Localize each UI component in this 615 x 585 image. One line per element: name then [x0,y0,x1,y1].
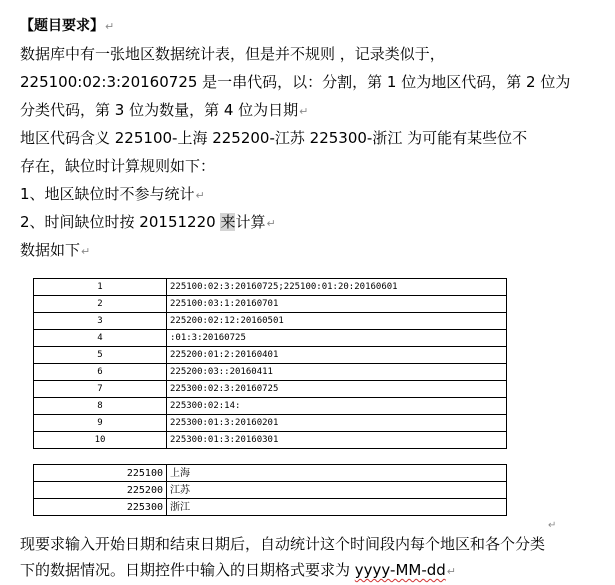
rule-2 [20,212,276,234]
row-value-cell: 225200:03::20160411 [167,364,507,381]
paragraph-mark-icon: ↵ [266,217,276,230]
row-index-cell: 3 [34,313,167,330]
rule-1-text: 1、地区缺位时不参与统计 [20,185,195,203]
requirement-line-2 [20,560,456,582]
region-code-cell: 225100 [34,465,167,482]
table-row [34,415,507,432]
paragraph-mark-icon: ↵ [81,245,91,258]
row-value-cell: 225300:02:3:20160725 [167,381,507,398]
table-row [34,465,507,482]
heading-text: 【题目要求】 [20,18,104,34]
row-index-cell: 7 [34,381,167,398]
rule-2-text: 2、时间缺位时按 20151220 [20,213,221,231]
table-row [34,499,507,516]
body-line-2 [20,72,570,92]
data-table [33,278,507,449]
region-code-cell: 225200 [34,482,167,499]
table-row [34,482,507,499]
region-name-cell: 江苏 [167,482,507,499]
row-value-cell: 225300:01:3:20160201 [167,415,507,432]
date-format-text: yyyy-MM-dd [354,561,446,579]
row-index-cell: 10 [34,432,167,449]
region-name-cell: 上海 [167,465,507,482]
table-row [34,279,507,296]
row-value-cell: 225100:03:1:20160701 [167,296,507,313]
rule-2-text-end: 计算 [235,213,266,231]
row-index-cell: 6 [34,364,167,381]
paragraph-mark-icon: ↵ [299,105,309,118]
paragraph-mark-icon: ↵ [105,20,115,33]
table-row [34,398,507,415]
row-index-cell: 9 [34,415,167,432]
requirement-line-1 [20,534,545,554]
data-intro [20,240,90,262]
body-line-2-text: 225100:02:3:20160725 是一串代码，以：分割，第 1 位为地区代码，第 2 位为 [20,73,571,91]
body-line-3-text: 分类代码，第 3 位为数量，第 4 位为日期 [20,101,299,119]
region-code-cell: 225300 [34,499,167,516]
cell-end-mark-icon: ↵ [548,520,557,531]
row-index-cell: 5 [34,347,167,364]
row-value-cell: 225300:01:3:20160301 [167,432,507,449]
region-table [33,464,507,516]
rule-1 [20,184,205,206]
paragraph-mark-icon: ↵ [446,565,456,578]
table-row [34,313,507,330]
body-line-5-text: 存在，缺位时计算规则如下： [20,157,216,175]
row-value-cell: 225200:02:12:20160501 [167,313,507,330]
row-value-cell: 225100:02:3:20160725;225100:01:20:20160601 [167,279,507,296]
data-intro-text: 数据如下 [20,241,81,259]
body-line-5 [20,156,215,176]
paragraph-mark-icon: ↵ [195,189,205,202]
row-value-cell: 225200:01:2:20160401 [167,347,507,364]
body-line-3 [20,100,308,122]
table-row [34,296,507,313]
requirement-line-2-text: 下的数据情况。日期控件中输入的日期格式要求为 [20,561,355,579]
row-value-cell: :01:3:20160725 [167,330,507,347]
region-name-cell: 浙江 [167,499,507,516]
table-row [34,364,507,381]
row-index-cell: 2 [34,296,167,313]
document-heading [20,16,114,37]
row-value-cell: 225300:02:14: [167,398,507,415]
table-row [34,330,507,347]
body-line-4-text: 地区代码含义 225100-上海 225200-江苏 225300-浙江 为可能有某些位不 [20,129,528,147]
body-line-1-text: 数据库中有一张地区数据统计表，但是并不规则 ，记录类似于， [20,45,445,63]
highlighted-word: 来 [220,213,236,231]
row-index-cell: 8 [34,398,167,415]
body-line-1 [20,44,445,64]
row-index-cell: 4 [34,330,167,347]
requirement-line-1-text: 现要求输入开始日期和结束日期后，自动统计这个时间段内每个地区和各个分类 [20,535,546,553]
row-index-cell: 1 [34,279,167,296]
table-row [34,381,507,398]
table-row [34,432,507,449]
body-line-4 [20,128,527,148]
table-row [34,347,507,364]
